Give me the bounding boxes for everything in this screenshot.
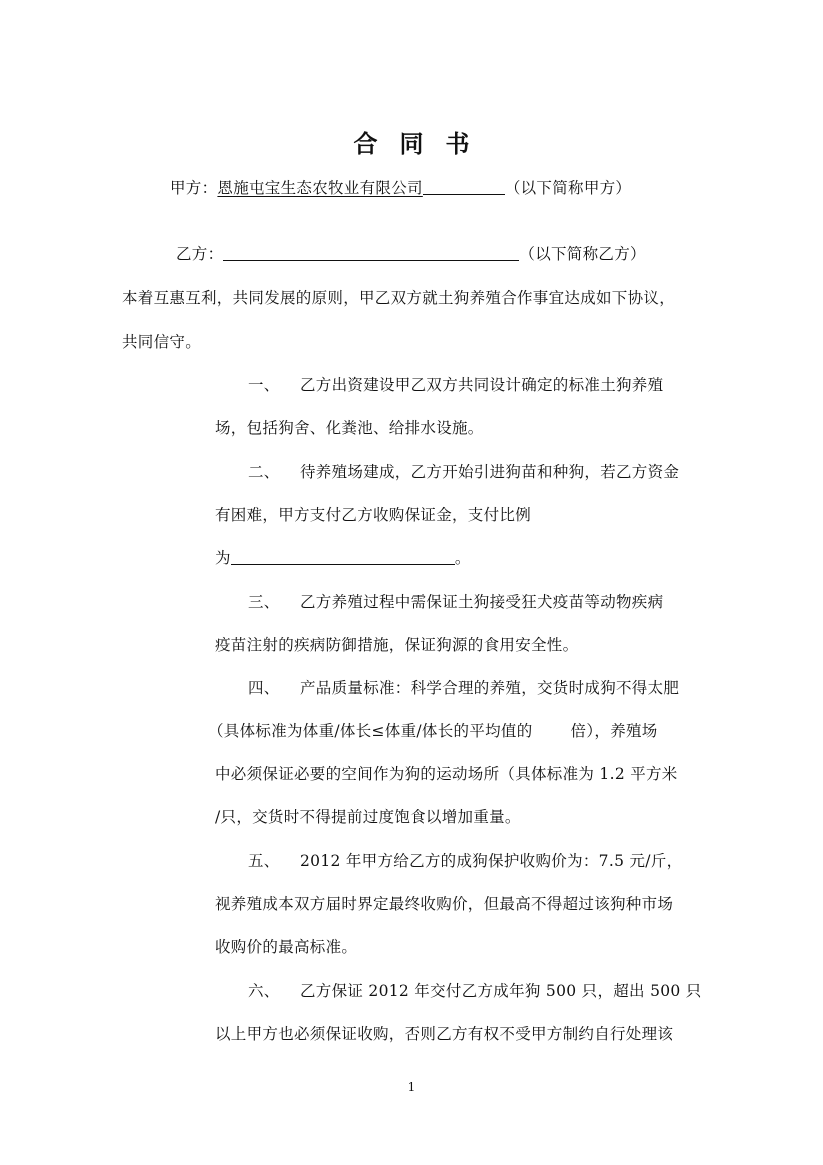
clause-2-line-2: 有困难，甲方支付乙方收购保证金，支付比例 xyxy=(215,506,532,524)
party-a-name: 恩施屯宝生态农牧业有限公司 xyxy=(217,179,423,197)
clause-5-number: 五、 xyxy=(248,852,280,870)
clause-2-text-1: 待养殖场建成，乙方开始引进狗苗和种狗，若乙方资金 xyxy=(300,463,680,481)
clause-2-line-1 xyxy=(248,462,679,482)
party-b-blank xyxy=(223,244,519,261)
clause-5-line-3: 收购价的最高标准。 xyxy=(215,938,358,956)
clause-5-line-2: 视养殖成本双方届时界定最终收购价，但最高不得超过该狗种市场 xyxy=(215,895,674,913)
clause-2-line-3 xyxy=(215,548,471,568)
clause-3-text-1: 乙方养殖过程中需保证土狗接受狂犬疫苗等动物疾病 xyxy=(300,593,664,611)
clause-4-line-3: 中必须保证必要的空间作为狗的运动场所（具体标准为 1.2 平方米 xyxy=(215,765,678,783)
clause-4-line-2-suffix: 倍），养殖场 xyxy=(570,722,658,740)
party-b-label: 乙方： xyxy=(176,245,224,263)
clause-3-line-2: 疫苗注射的疾病防御措施，保证狗源的食用安全性。 xyxy=(215,636,579,654)
clause-6-text-1: 乙方保证 2012 年交付乙方成年狗 500 只，超出 500 只 xyxy=(300,982,702,1000)
clause-1-line-2: 场，包括狗舍、化粪池、给排水设施。 xyxy=(215,419,484,437)
party-a-line xyxy=(170,178,631,198)
party-a-label: 甲方： xyxy=(170,179,218,197)
page-title: 合同书 xyxy=(353,129,492,158)
intro-line-2: 共同信守。 xyxy=(122,333,202,351)
party-b-line xyxy=(176,244,646,264)
clause-2-line-3-suffix: 。 xyxy=(454,549,471,567)
clause-4-text-1: 产品质量标准：科学合理的养殖，交货时成狗不得太肥 xyxy=(300,679,680,697)
clause-4-number: 四、 xyxy=(248,679,280,697)
clause-5-line-1 xyxy=(248,851,682,871)
clause-5-text-1: 2012 年甲方给乙方的成狗保护收购价为：7.5 元/斤， xyxy=(300,852,683,870)
clause-1-line-1 xyxy=(248,375,663,395)
clause-4-line-2 xyxy=(208,721,658,741)
clause-2-line-3-prefix: 为 xyxy=(215,549,231,567)
clause-6-line-2: 以上甲方也必须保证收购，否则乙方有权不受甲方制约自行处理该 xyxy=(215,1025,674,1043)
clause-6-line-1 xyxy=(248,981,702,1001)
clause-4-line-1 xyxy=(248,678,679,698)
clause-2-number: 二、 xyxy=(248,463,280,481)
clause-3-line-1 xyxy=(248,592,663,612)
clause-4-line-4: /只，交货时不得提前过度饱食以增加重量。 xyxy=(215,808,521,826)
page-number: 1 xyxy=(407,1080,416,1094)
clause-6-number: 六、 xyxy=(248,982,280,1000)
clause-1-number: 一、 xyxy=(248,376,280,394)
party-b-suffix: （以下简称乙方） xyxy=(519,245,646,263)
clause-4-line-2-prefix: （具体标准为体重/体长≤体重/体长的平均值的 xyxy=(208,722,533,740)
clause-3-number: 三、 xyxy=(248,593,280,611)
intro-line-1: 本着互惠互利，共同发展的原则，甲乙双方就土狗养殖合作事宜达成如下协议， xyxy=(122,289,676,307)
clause-1-text-1: 乙方出资建设甲乙双方共同设计确定的标准土狗养殖 xyxy=(300,376,664,394)
party-a-blank xyxy=(423,178,505,195)
payment-ratio-blank xyxy=(231,548,455,565)
party-a-suffix: （以下简称甲方） xyxy=(504,179,632,197)
